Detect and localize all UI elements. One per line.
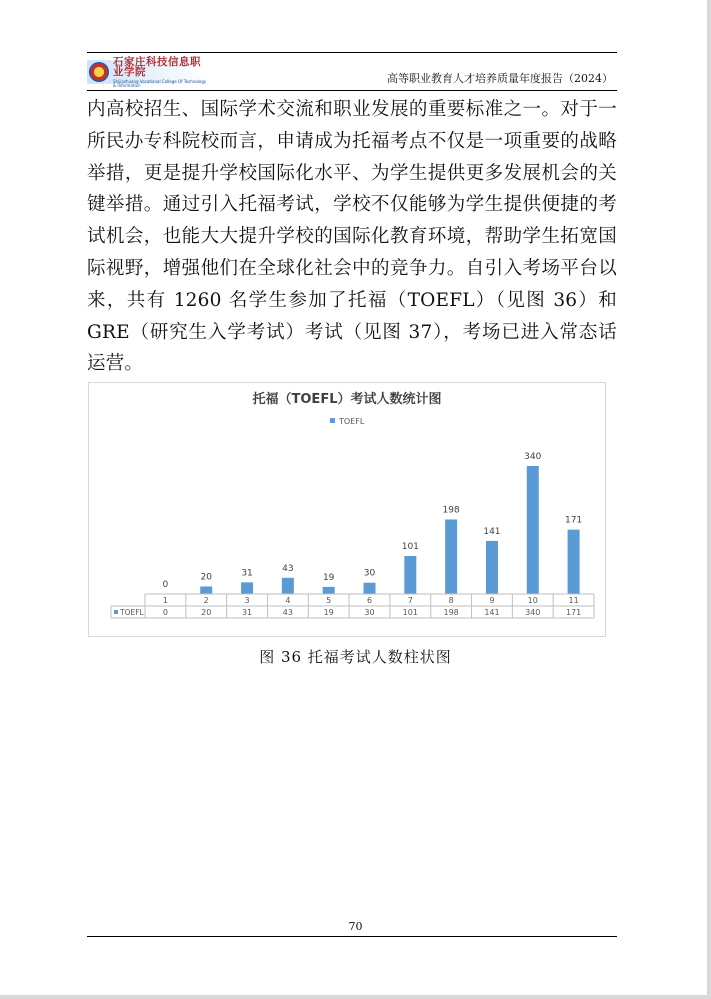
table-value: 340 <box>525 608 541 617</box>
chart-title: 托福（TOEFL）考试人数统计图 <box>252 392 442 407</box>
data-label: 340 <box>524 452 542 462</box>
bar <box>527 466 539 594</box>
report-title: 高等职业教育人才培养质量年度报告（2024） <box>387 72 613 85</box>
data-label: 31 <box>241 568 253 579</box>
figure-caption: 图 36 托福考试人数柱状图 <box>259 648 452 666</box>
category-label: 11 <box>568 596 579 605</box>
table-value: 30 <box>364 608 375 617</box>
page-number: 70 <box>348 920 363 933</box>
data-label: 198 <box>442 505 460 516</box>
legend-label: TOEFL <box>339 417 365 426</box>
table-value: 171 <box>565 608 582 617</box>
data-label: 171 <box>564 515 583 526</box>
bar <box>568 530 580 594</box>
category-label: 10 <box>527 596 538 605</box>
header-rule-bottom <box>87 90 617 91</box>
bar <box>282 578 294 594</box>
data-label: 141 <box>483 526 501 537</box>
category-label: 9 <box>489 596 495 605</box>
table-value: 19 <box>323 608 334 617</box>
data-label: 101 <box>401 541 419 552</box>
college-logo <box>87 55 207 88</box>
category-label: 3 <box>244 596 250 605</box>
category-label: 5 <box>326 596 332 605</box>
bar <box>364 583 376 594</box>
table-value: 0 <box>162 608 168 617</box>
category-label: 8 <box>448 596 454 605</box>
table-value: 198 <box>443 608 459 617</box>
bar <box>445 519 457 594</box>
category-label: 6 <box>366 596 373 605</box>
data-label: 43 <box>282 563 294 574</box>
category-label: 1 <box>162 596 168 605</box>
data-label: 30 <box>363 568 376 579</box>
table-legend-swatch <box>114 610 118 614</box>
data-label: 20 <box>200 572 212 583</box>
table-value: 31 <box>241 608 253 617</box>
page-header <box>87 56 617 90</box>
bar <box>486 541 498 594</box>
logo-text-en: Shijiazhuang Vocational College Of Technology & Information <box>113 78 207 88</box>
toefl-chart <box>88 382 606 637</box>
college-seal-icon <box>89 62 109 82</box>
bar <box>323 587 335 594</box>
category-label: 7 <box>407 596 413 605</box>
logo-text-cn: 石家庄科技信息职业学院 <box>113 55 201 78</box>
legend-swatch <box>330 418 335 423</box>
data-label: 0 <box>162 580 169 590</box>
category-label: 2 <box>203 596 209 605</box>
chart-svg <box>89 383 605 636</box>
bar <box>241 582 253 594</box>
table-value: 101 <box>402 608 418 617</box>
table-value: 20 <box>201 608 212 617</box>
category-label: 4 <box>285 596 291 605</box>
data-label: 19 <box>322 572 335 583</box>
body-paragraph: 内高校招生、国际学术交流和职业发展的重要标准之一。对于一所民办专科院校而言，申请成为托福考点不仅是一项重要的战略举措，更是提升学校国际化水平、为学生提供更多发展机会的关键举措。通过引入托福考试，学校不仅能够为学生提供便捷的考试机会，也能大大提升学校的国际化教育环境，帮助学生拓宽国际视野，增强他们在全球化社会中的竞争力。自引入考场平台以来，共有 1260 名学生参加了托福（TOEFL）（见图 36）和 GRE（研究生入学考试）考试（见图 37），考场已进入常态话运营。 <box>87 99 617 375</box>
footer-rule <box>87 936 617 937</box>
header-rule-top <box>87 52 617 53</box>
table-series-name: TOEFL <box>120 608 144 617</box>
body-text <box>87 94 617 380</box>
bar <box>404 556 416 594</box>
table-value: 141 <box>484 608 500 617</box>
bar <box>200 586 212 594</box>
table-value: 43 <box>282 608 293 617</box>
